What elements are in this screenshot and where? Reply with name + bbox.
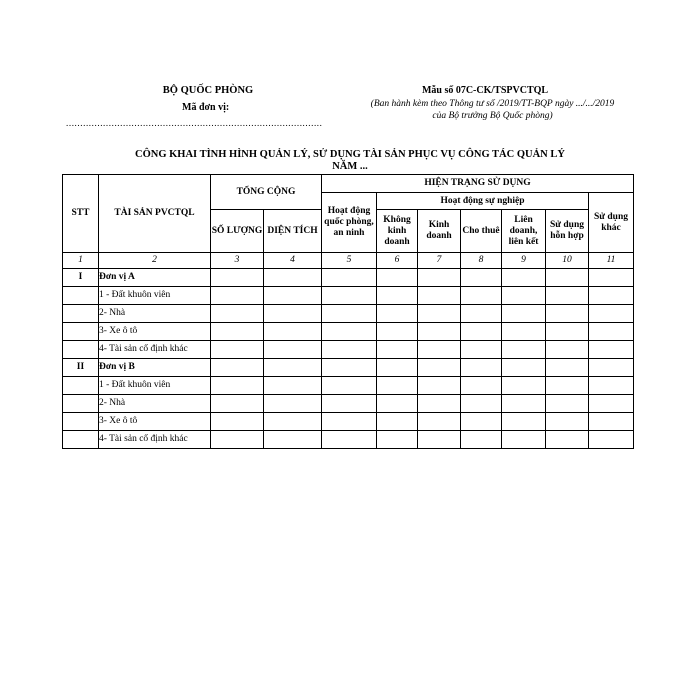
column-number: 1 [63, 253, 99, 269]
row-stt [63, 287, 99, 305]
table-row [63, 341, 634, 359]
header-asset: TÀI SẢN PVCTQL [99, 175, 211, 253]
row-stt: I [63, 269, 99, 287]
row-stt [63, 431, 99, 449]
column-number: 6 [377, 253, 418, 269]
row-asset-name: 1 - Đất khuôn viên [99, 377, 211, 395]
row-stt: II [63, 359, 99, 377]
table-row [63, 359, 634, 377]
header-mixed: Sử dụng hỗn hợp [546, 210, 589, 253]
issuance-line-1: (Ban hành kèm theo Thông tư số /2019/TT-BQP ngày .../.../2019 [370, 99, 615, 109]
header-lease: Cho thuê [461, 210, 502, 253]
table-row [63, 431, 634, 449]
row-stt [63, 305, 99, 323]
column-number: 9 [502, 253, 546, 269]
header-status: HIỆN TRẠNG SỬ DỤNG [322, 175, 634, 193]
column-number: 8 [461, 253, 502, 269]
row-asset-name: 2- Nhà [99, 305, 211, 323]
column-number: 7 [418, 253, 461, 269]
organization-name: BỘ QUỐC PHÒNG [162, 85, 254, 96]
header-joint-venture: Liên doanh, liên kết [502, 210, 546, 253]
row-stt [63, 341, 99, 359]
header-stt: STT [63, 175, 99, 253]
table-row [63, 377, 634, 395]
row-asset-name: 2- Nhà [99, 395, 211, 413]
header-total: TỔNG CỘNG [211, 175, 322, 210]
header-non-business: Không kinh doanh [377, 210, 418, 253]
column-number: 5 [322, 253, 377, 269]
unit-code-field: .......................................................................................... [66, 118, 323, 128]
table-row [63, 413, 634, 431]
unit-code-label: Mã đơn vị: [182, 102, 230, 113]
header-other: Sử dụng khác [589, 193, 634, 253]
table-row [63, 287, 634, 305]
column-number: 11 [589, 253, 634, 269]
row-asset-name: 4- Tài sản cố định khác [99, 341, 211, 359]
row-stt [63, 413, 99, 431]
header-area: DIỆN TÍCH [264, 210, 322, 253]
title-line-2: NĂM ... [332, 161, 368, 172]
issuance-note [350, 98, 635, 122]
column-number: 3 [211, 253, 264, 269]
issuance-line-2: của Bộ trưởng Bộ Quốc phòng) [432, 111, 553, 121]
column-number: 4 [264, 253, 322, 269]
row-stt [63, 323, 99, 341]
row-stt [63, 377, 99, 395]
column-number: 10 [546, 253, 589, 269]
row-stt [63, 395, 99, 413]
table-row [63, 305, 634, 323]
row-asset-name: 4- Tài sản cố định khác [99, 431, 211, 449]
document-title [60, 149, 640, 173]
row-asset-name: 3- Xe ô tô [99, 323, 211, 341]
header-business: Kinh doanh [418, 210, 461, 253]
header-defense: Hoạt động quốc phòng, an ninh [322, 193, 377, 253]
row-asset-name: Đơn vị A [99, 269, 211, 287]
asset-table [62, 174, 634, 449]
table-row [63, 269, 634, 287]
row-asset-name: 3- Xe ô tô [99, 413, 211, 431]
row-asset-name: 1 - Đất khuôn viên [99, 287, 211, 305]
header-career: Hoạt động sự nghiệp [377, 193, 589, 210]
table-row [63, 323, 634, 341]
table-row [63, 395, 634, 413]
row-asset-name: Đơn vị B [99, 359, 211, 377]
form-number: Mẫu số 07C-CK/TSPVCTQL [421, 85, 549, 96]
column-number: 2 [99, 253, 211, 269]
title-line-1: CÔNG KHAI TÌNH HÌNH QUẢN LÝ, SỬ DỤNG TÀI SẢN PHỤC VỤ CÔNG TÁC QUẢN LÝ [135, 149, 565, 160]
header-quantity: SỐ LƯỢNG [211, 210, 264, 253]
